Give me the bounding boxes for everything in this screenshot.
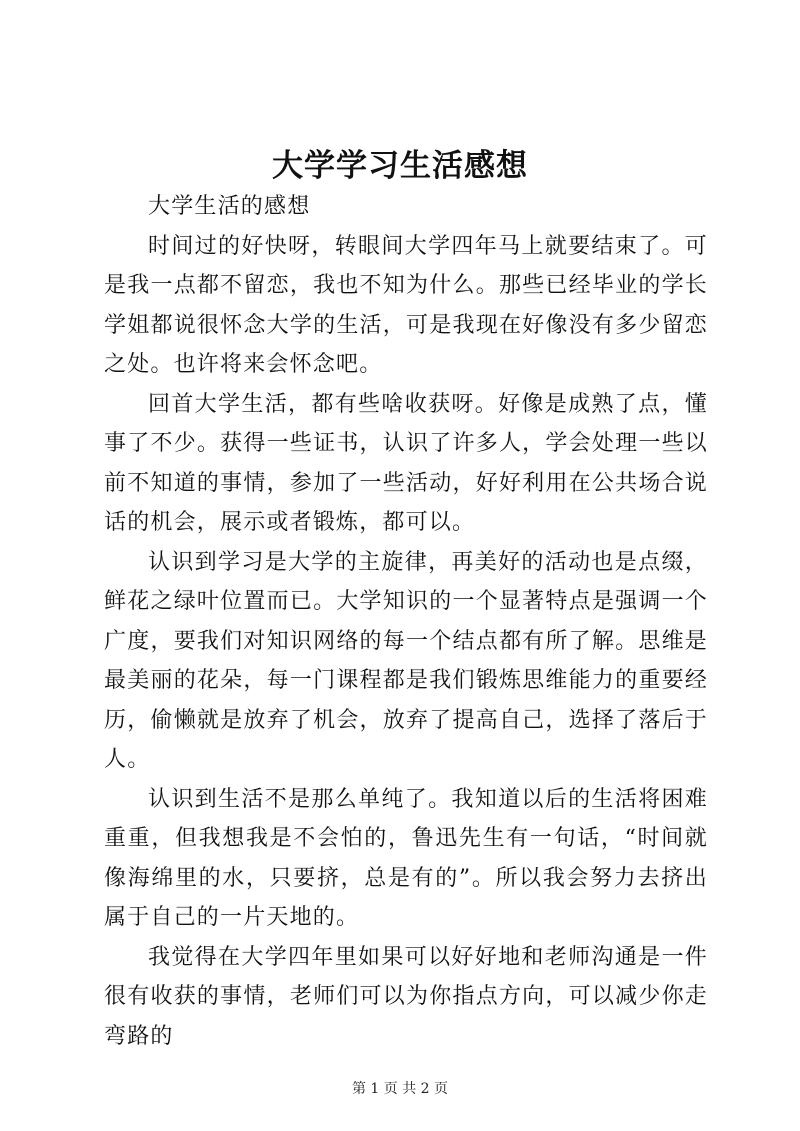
page-footer: 第 1 页 共 2 页 [351, 1081, 449, 1097]
document-title: 大学学习生活感想 [272, 148, 528, 184]
document-body [104, 187, 708, 1056]
paragraph: 认识到生活不是那么单纯了。我知道以后的生活将困难重重，但我想我是不会怕的，鲁迅先生有一句话，“时间就像海绵里的水，只要挤，总是有的”。所以我会努力去挤出属于自己的一片天地的。 [104, 786, 708, 930]
paragraph: 回首大学生活，都有些啥收获呀。好像是成熟了点，懂事了不少。获得一些证书，认识了许多人，学会处理一些以前不知道的事情，参加了一些活动，好好利用在公共场合说话的机会，展示或者锻炼，都可以。 [104, 391, 708, 535]
paragraph: 时间过的好快呀，转眼间大学四年马上就要结束了。可是我一点都不留恋，我也不知为什么。那些已经毕业的学长学姐都说很怀念大学的生活，可是我现在好像没有多少留恋之处。也许将来会怀念吧。 [104, 233, 708, 377]
paragraph: 大学生活的感想 [148, 194, 311, 219]
paragraph: 我觉得在大学四年里如果可以好好地和老师沟通是一件很有收获的事情，老师们可以为你指点方向，可以减少你走弯路的 [104, 944, 708, 1049]
paragraph: 认识到学习是大学的主旋律，再美好的活动也是点缀，鲜花之绿叶位置而已。大学知识的一个显著特点是强调一个广度，要我们对知识网络的每一个结点都有所了解。思维是最美丽的花朵，每一门课程都是我们锻炼思维能力的重要经历，偷懒就是放弃了机会，放弃了提高自己，选择了落后于人。 [104, 549, 708, 772]
